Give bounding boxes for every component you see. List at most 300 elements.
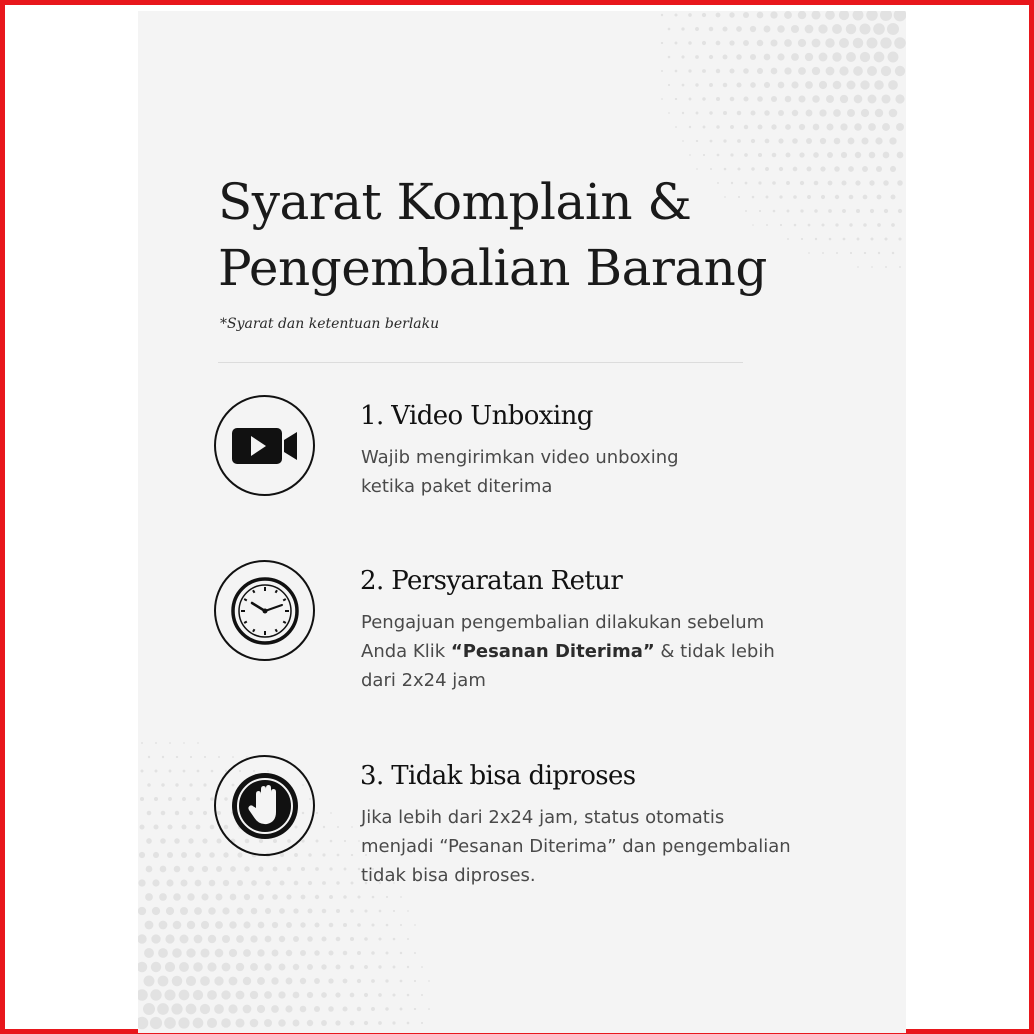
halftone-dot xyxy=(193,990,203,1000)
description-line: tidak bisa diproses. xyxy=(361,865,536,886)
halftone-dot xyxy=(293,992,300,999)
halftone-dot xyxy=(821,195,825,199)
halftone-dot xyxy=(827,152,833,158)
halftone-dot xyxy=(188,866,194,872)
halftone-dot xyxy=(175,783,178,786)
halftone-dot xyxy=(357,895,360,898)
halftone-dot xyxy=(744,125,748,129)
halftone-dot xyxy=(237,880,243,886)
halftone-dot xyxy=(294,853,298,857)
halftone-dot xyxy=(716,13,721,18)
halftone-dot xyxy=(153,824,158,829)
halftone-dot xyxy=(874,52,885,63)
halftone-dot xyxy=(328,978,333,983)
halftone-dot xyxy=(770,11,777,18)
halftone-dot xyxy=(875,109,883,117)
halftone-dot xyxy=(805,81,813,89)
halftone-dot xyxy=(877,195,882,200)
halftone-dot xyxy=(150,989,161,1000)
halftone-dot xyxy=(158,976,169,987)
halftone-dot xyxy=(235,1018,244,1027)
halftone-dot xyxy=(777,25,785,33)
halftone-dot xyxy=(800,181,804,185)
halftone-dot xyxy=(138,934,147,943)
halftone-dot xyxy=(258,894,264,900)
halftone-dot xyxy=(300,922,305,927)
halftone-dot xyxy=(839,38,849,48)
halftone-dot xyxy=(869,152,876,159)
halftone-dot xyxy=(883,180,889,186)
halftone-dot xyxy=(792,138,798,144)
halftone-dot xyxy=(371,979,375,983)
halftone-dot xyxy=(208,935,216,943)
halftone-dot xyxy=(357,979,361,983)
halftone-dot xyxy=(863,195,868,200)
halftone-dot xyxy=(293,1020,300,1027)
halftone-dot xyxy=(265,936,272,943)
halftone-dot xyxy=(251,908,258,915)
halftone-dot xyxy=(682,140,684,142)
halftone-dot xyxy=(141,742,143,744)
halftone-dot xyxy=(301,895,306,900)
halftone-dot xyxy=(216,866,222,872)
halftone-dot xyxy=(218,756,220,758)
description-line-suffix: & tidak lebih xyxy=(654,641,775,662)
halftone-dot xyxy=(344,840,346,842)
halftone-dot xyxy=(887,23,899,35)
halftone-dot xyxy=(308,853,312,857)
halftone-dot xyxy=(364,937,368,941)
halftone-dot xyxy=(155,742,157,744)
halftone-dot xyxy=(202,866,208,872)
halftone-dot xyxy=(364,965,368,969)
halftone-dot xyxy=(674,13,677,16)
halftone-dot xyxy=(189,783,192,786)
halftone-dot xyxy=(771,96,777,102)
halftone-dot xyxy=(808,224,811,227)
item-description xyxy=(361,443,841,501)
halftone-dot xyxy=(358,868,360,870)
halftone-dot xyxy=(279,908,285,914)
halftone-dot xyxy=(828,181,833,186)
halftone-dot xyxy=(180,907,188,915)
halftone-dot xyxy=(357,1007,362,1012)
halftone-dot xyxy=(808,252,810,254)
halftone-dot xyxy=(710,140,713,143)
halftone-dot xyxy=(819,53,828,62)
halftone-dot xyxy=(229,921,237,929)
halftone-dot xyxy=(880,37,891,48)
halftone-dot xyxy=(337,854,340,857)
halftone-dot xyxy=(196,825,201,830)
halftone-dot xyxy=(407,1022,410,1025)
halftone-dot xyxy=(161,811,166,816)
halftone-dot xyxy=(688,13,692,17)
halftone-dot xyxy=(343,979,348,984)
halftone-dot xyxy=(798,67,806,75)
halftone-dot xyxy=(330,812,332,814)
halftone-dot xyxy=(211,770,214,773)
halftone-dot xyxy=(378,993,382,997)
halftone-dot xyxy=(316,840,319,843)
halftone-dot xyxy=(898,209,902,213)
halftone-dot xyxy=(343,923,347,927)
halftone-dot xyxy=(350,1021,355,1026)
halftone-dot xyxy=(138,879,145,886)
halftone-dot xyxy=(819,81,827,89)
halftone-dot xyxy=(323,826,325,828)
halftone-dot xyxy=(190,756,192,758)
halftone-dot xyxy=(723,111,727,115)
halftone-dot xyxy=(834,138,841,145)
halftone-dot xyxy=(407,966,409,968)
halftone-dot xyxy=(159,893,167,901)
halftone-dot xyxy=(870,209,874,213)
halftone-dot xyxy=(709,111,712,114)
halftone-dot xyxy=(322,909,327,914)
halftone-dot xyxy=(237,852,242,857)
halftone-dot xyxy=(328,1006,334,1012)
halftone-dot xyxy=(793,195,797,199)
halftone-dot xyxy=(194,935,203,944)
halftone-dot xyxy=(293,936,299,942)
halftone-dot xyxy=(315,923,320,928)
halftone-dot xyxy=(358,840,360,842)
halftone-dot xyxy=(271,977,278,984)
halftone-dot xyxy=(342,1006,347,1011)
halftone-dot xyxy=(386,924,389,927)
halftone-dot xyxy=(195,852,201,858)
halftone-dot xyxy=(265,880,270,885)
halftone-dot xyxy=(835,223,838,226)
halftone-dot xyxy=(848,138,855,145)
halftone-dot xyxy=(813,152,819,158)
halftone-dot xyxy=(145,921,154,930)
halftone-dot xyxy=(251,880,257,886)
halftone-dot xyxy=(286,978,293,985)
halftone-dot xyxy=(385,979,388,982)
halftone-dot xyxy=(228,1004,237,1013)
halftone-dot xyxy=(717,154,720,157)
halftone-dot xyxy=(874,80,884,90)
halftone-dot xyxy=(791,25,799,33)
halftone-dot xyxy=(771,124,776,129)
halftone-dot xyxy=(675,70,678,73)
halftone-dot xyxy=(164,989,175,1000)
halftone-dot xyxy=(272,922,278,928)
divider xyxy=(218,362,743,363)
subtitle-terms: *Syarat dan ketentuan berlaku xyxy=(220,316,440,332)
halftone-dot xyxy=(702,69,706,73)
halftone-dot xyxy=(314,1006,320,1012)
halftone-dot xyxy=(350,909,354,913)
halftone-dot xyxy=(854,123,862,131)
halftone-dot xyxy=(891,195,896,200)
halftone-dot xyxy=(822,252,824,254)
halftone-dot xyxy=(834,166,840,172)
page-title xyxy=(218,169,767,301)
halftone-dot xyxy=(806,138,812,144)
halftone-dot xyxy=(321,992,327,998)
halftone-dot xyxy=(153,852,159,858)
halftone-dot xyxy=(250,1019,259,1028)
halftone-dot xyxy=(668,84,670,86)
halftone-dot xyxy=(336,965,341,970)
halftone-dot xyxy=(428,980,430,982)
halftone-dot xyxy=(794,224,797,227)
halftone-dot xyxy=(307,1020,313,1026)
halftone-dot xyxy=(801,238,803,240)
halftone-dot xyxy=(166,907,174,915)
halftone-dot xyxy=(322,853,325,856)
halftone-dot xyxy=(856,209,860,213)
halftone-dot xyxy=(197,742,199,744)
halftone-dot xyxy=(393,910,395,912)
halftone-dot xyxy=(867,66,877,76)
halftone-dot xyxy=(889,109,898,118)
halftone-dot xyxy=(197,770,200,773)
halftone-dot xyxy=(244,894,250,900)
halftone-dot xyxy=(812,39,821,48)
halftone-dot xyxy=(202,838,207,843)
halftone-dot xyxy=(300,978,306,984)
halftone-dot xyxy=(258,866,263,871)
halftone-dot xyxy=(178,1017,189,1028)
halftone-dot xyxy=(811,11,820,20)
halftone-dot xyxy=(421,1022,423,1024)
halftone-dot xyxy=(786,153,791,158)
halftone-dot xyxy=(300,1006,307,1013)
halftone-dot xyxy=(169,742,171,744)
halftone-dot xyxy=(899,266,901,268)
halftone-dot xyxy=(200,1004,210,1014)
halftone-dot xyxy=(757,12,764,19)
icon-badge xyxy=(214,755,315,856)
halftone-dot xyxy=(750,110,755,115)
halftone-dot xyxy=(173,921,182,930)
halftone-dot xyxy=(141,770,144,773)
halftone-dot xyxy=(182,825,187,830)
description-line: Wajib mengirimkan video unboxing xyxy=(361,447,679,468)
halftone-dot xyxy=(236,991,245,1000)
halftone-dot xyxy=(846,24,857,35)
halftone-dot xyxy=(723,83,728,88)
halftone-dot xyxy=(779,195,782,198)
halftone-dot xyxy=(689,154,691,156)
halftone-dot xyxy=(814,181,819,186)
halftone-dot xyxy=(833,109,841,117)
halftone-dot xyxy=(777,53,784,60)
halftone-dot xyxy=(737,111,742,116)
halftone-dot xyxy=(743,68,749,74)
halftone-dot xyxy=(757,68,763,74)
halftone-dot xyxy=(826,67,835,76)
halftone-dot xyxy=(764,26,771,33)
halftone-dot xyxy=(882,123,890,131)
halftone-dot xyxy=(201,893,208,900)
halftone-dot xyxy=(182,797,186,801)
halftone-dot xyxy=(146,866,153,873)
halftone-dot xyxy=(883,152,890,159)
halftone-dot xyxy=(386,896,388,898)
halftone-dot xyxy=(743,12,749,18)
halftone-dot xyxy=(784,67,791,74)
halftone-dot xyxy=(661,70,663,72)
halftone-dot xyxy=(175,811,179,815)
halftone-dot xyxy=(819,109,826,116)
halftone-dot xyxy=(853,11,864,20)
halftone-dot xyxy=(230,894,237,901)
halftone-dot xyxy=(723,139,726,142)
halftone-dot xyxy=(151,962,161,972)
halftone-dot xyxy=(203,783,206,786)
halftone-dot xyxy=(386,952,389,955)
clock-icon xyxy=(230,576,300,646)
halftone-dot xyxy=(793,167,798,172)
halftone-dot xyxy=(681,55,684,58)
halftone-dot xyxy=(307,936,313,942)
halftone-dot xyxy=(668,56,671,59)
halftone-dot xyxy=(881,94,890,103)
halftone-dot xyxy=(870,237,873,240)
halftone-dot xyxy=(221,1018,231,1028)
halftone-dot xyxy=(812,67,820,75)
halftone-dot xyxy=(138,1017,148,1030)
halftone-dot xyxy=(860,80,869,89)
halftone-dot xyxy=(815,238,817,240)
halftone-dot xyxy=(343,951,348,956)
description-line: Jika lebih dari 2x24 jam, status otomatis xyxy=(361,807,725,828)
halftone-dot xyxy=(400,1008,403,1011)
halftone-dot xyxy=(222,907,229,914)
halftone-dot xyxy=(139,852,145,858)
halftone-dot xyxy=(257,977,265,985)
halftone-dot xyxy=(343,895,347,899)
halftone-dot xyxy=(778,138,783,143)
halftone-dot xyxy=(859,23,870,34)
halftone-dot xyxy=(143,1003,155,1015)
halftone-dot xyxy=(709,83,713,87)
halftone-dot xyxy=(321,936,326,941)
halftone-dot xyxy=(853,66,863,76)
description-line: ketika paket diterima xyxy=(361,476,553,497)
halftone-dot xyxy=(798,11,807,19)
halftone-dot xyxy=(161,783,164,786)
halftone-dot xyxy=(765,139,770,144)
halftone-dot xyxy=(223,852,228,857)
halftone-dot xyxy=(216,838,221,843)
halftone-dot xyxy=(729,68,734,73)
halftone-dot xyxy=(148,756,150,758)
halftone-dot xyxy=(848,166,854,172)
halftone-dot xyxy=(428,1008,430,1010)
halftone-dot xyxy=(196,797,200,801)
halftone-dot xyxy=(849,195,854,200)
halftone-dot xyxy=(364,1021,368,1025)
halftone-dot xyxy=(204,756,206,758)
halftone-dot xyxy=(407,910,409,912)
halftone-dot xyxy=(207,962,216,971)
halftone-dot xyxy=(179,990,190,1001)
halftone-dot xyxy=(414,980,416,982)
halftone-dot xyxy=(825,11,835,20)
halftone-dot xyxy=(335,1020,340,1025)
halftone-dot xyxy=(147,811,152,816)
halftone-dot xyxy=(216,894,223,901)
halftone-dot xyxy=(344,868,347,871)
halftone-dot xyxy=(750,82,756,88)
halftone-dot xyxy=(661,42,663,44)
halftone-dot xyxy=(286,950,292,956)
halftone-dot xyxy=(301,839,304,842)
halftone-dot xyxy=(151,934,160,943)
halftone-dot xyxy=(215,921,223,929)
halftone-dot xyxy=(709,55,713,59)
halftone-dot xyxy=(702,41,706,45)
halftone-dot xyxy=(414,952,416,954)
halftone-dot xyxy=(194,907,202,915)
halftone-dot xyxy=(210,825,215,830)
halftone-dot xyxy=(200,976,210,986)
halftone-dot xyxy=(668,112,670,114)
halftone-dot xyxy=(357,951,361,955)
halftone-dot xyxy=(840,95,848,103)
halftone-dot xyxy=(421,966,423,968)
halftone-dot xyxy=(849,223,852,226)
halftone-dot xyxy=(264,963,271,970)
halftone-dot xyxy=(878,252,880,254)
halftone-dot xyxy=(166,879,173,886)
halftone-dot xyxy=(875,137,882,144)
halftone-dot xyxy=(847,81,856,90)
halftone-dot xyxy=(799,152,804,157)
halftone-dot xyxy=(407,994,410,997)
halftone-dot xyxy=(421,994,423,996)
halftone-dot xyxy=(696,140,698,142)
halftone-dot xyxy=(894,37,906,49)
halftone-dot xyxy=(351,854,353,856)
description-emphasis: “Pesanan Diterima” xyxy=(450,641,655,662)
halftone-dot xyxy=(236,963,244,971)
halftone-dot xyxy=(315,867,319,871)
halftone-dot xyxy=(273,867,278,872)
halftone-dot xyxy=(877,223,881,227)
halftone-dot xyxy=(300,950,306,956)
halftone-dot xyxy=(791,81,798,88)
halftone-dot xyxy=(407,938,409,940)
halftone-dot xyxy=(157,1003,169,1015)
halftone-dot xyxy=(716,125,719,128)
halftone-dot xyxy=(702,97,705,100)
halftone-dot xyxy=(798,39,806,47)
halftone-dot xyxy=(873,23,885,35)
halftone-dot xyxy=(764,82,770,88)
item-description xyxy=(361,608,841,695)
halftone-dot xyxy=(854,95,863,104)
halftone-dot xyxy=(695,83,698,86)
halftone-dot xyxy=(144,948,154,958)
halftone-dot xyxy=(805,53,813,61)
halftone-dot xyxy=(758,125,763,130)
halftone-dot xyxy=(862,166,868,172)
halftone-dot xyxy=(201,921,209,929)
halftone-dot xyxy=(730,153,733,156)
halftone-dot xyxy=(243,977,251,985)
halftone-dot xyxy=(329,867,332,870)
icon-badge xyxy=(214,395,315,496)
halftone-dot xyxy=(682,112,684,114)
halftone-dot xyxy=(372,896,375,899)
